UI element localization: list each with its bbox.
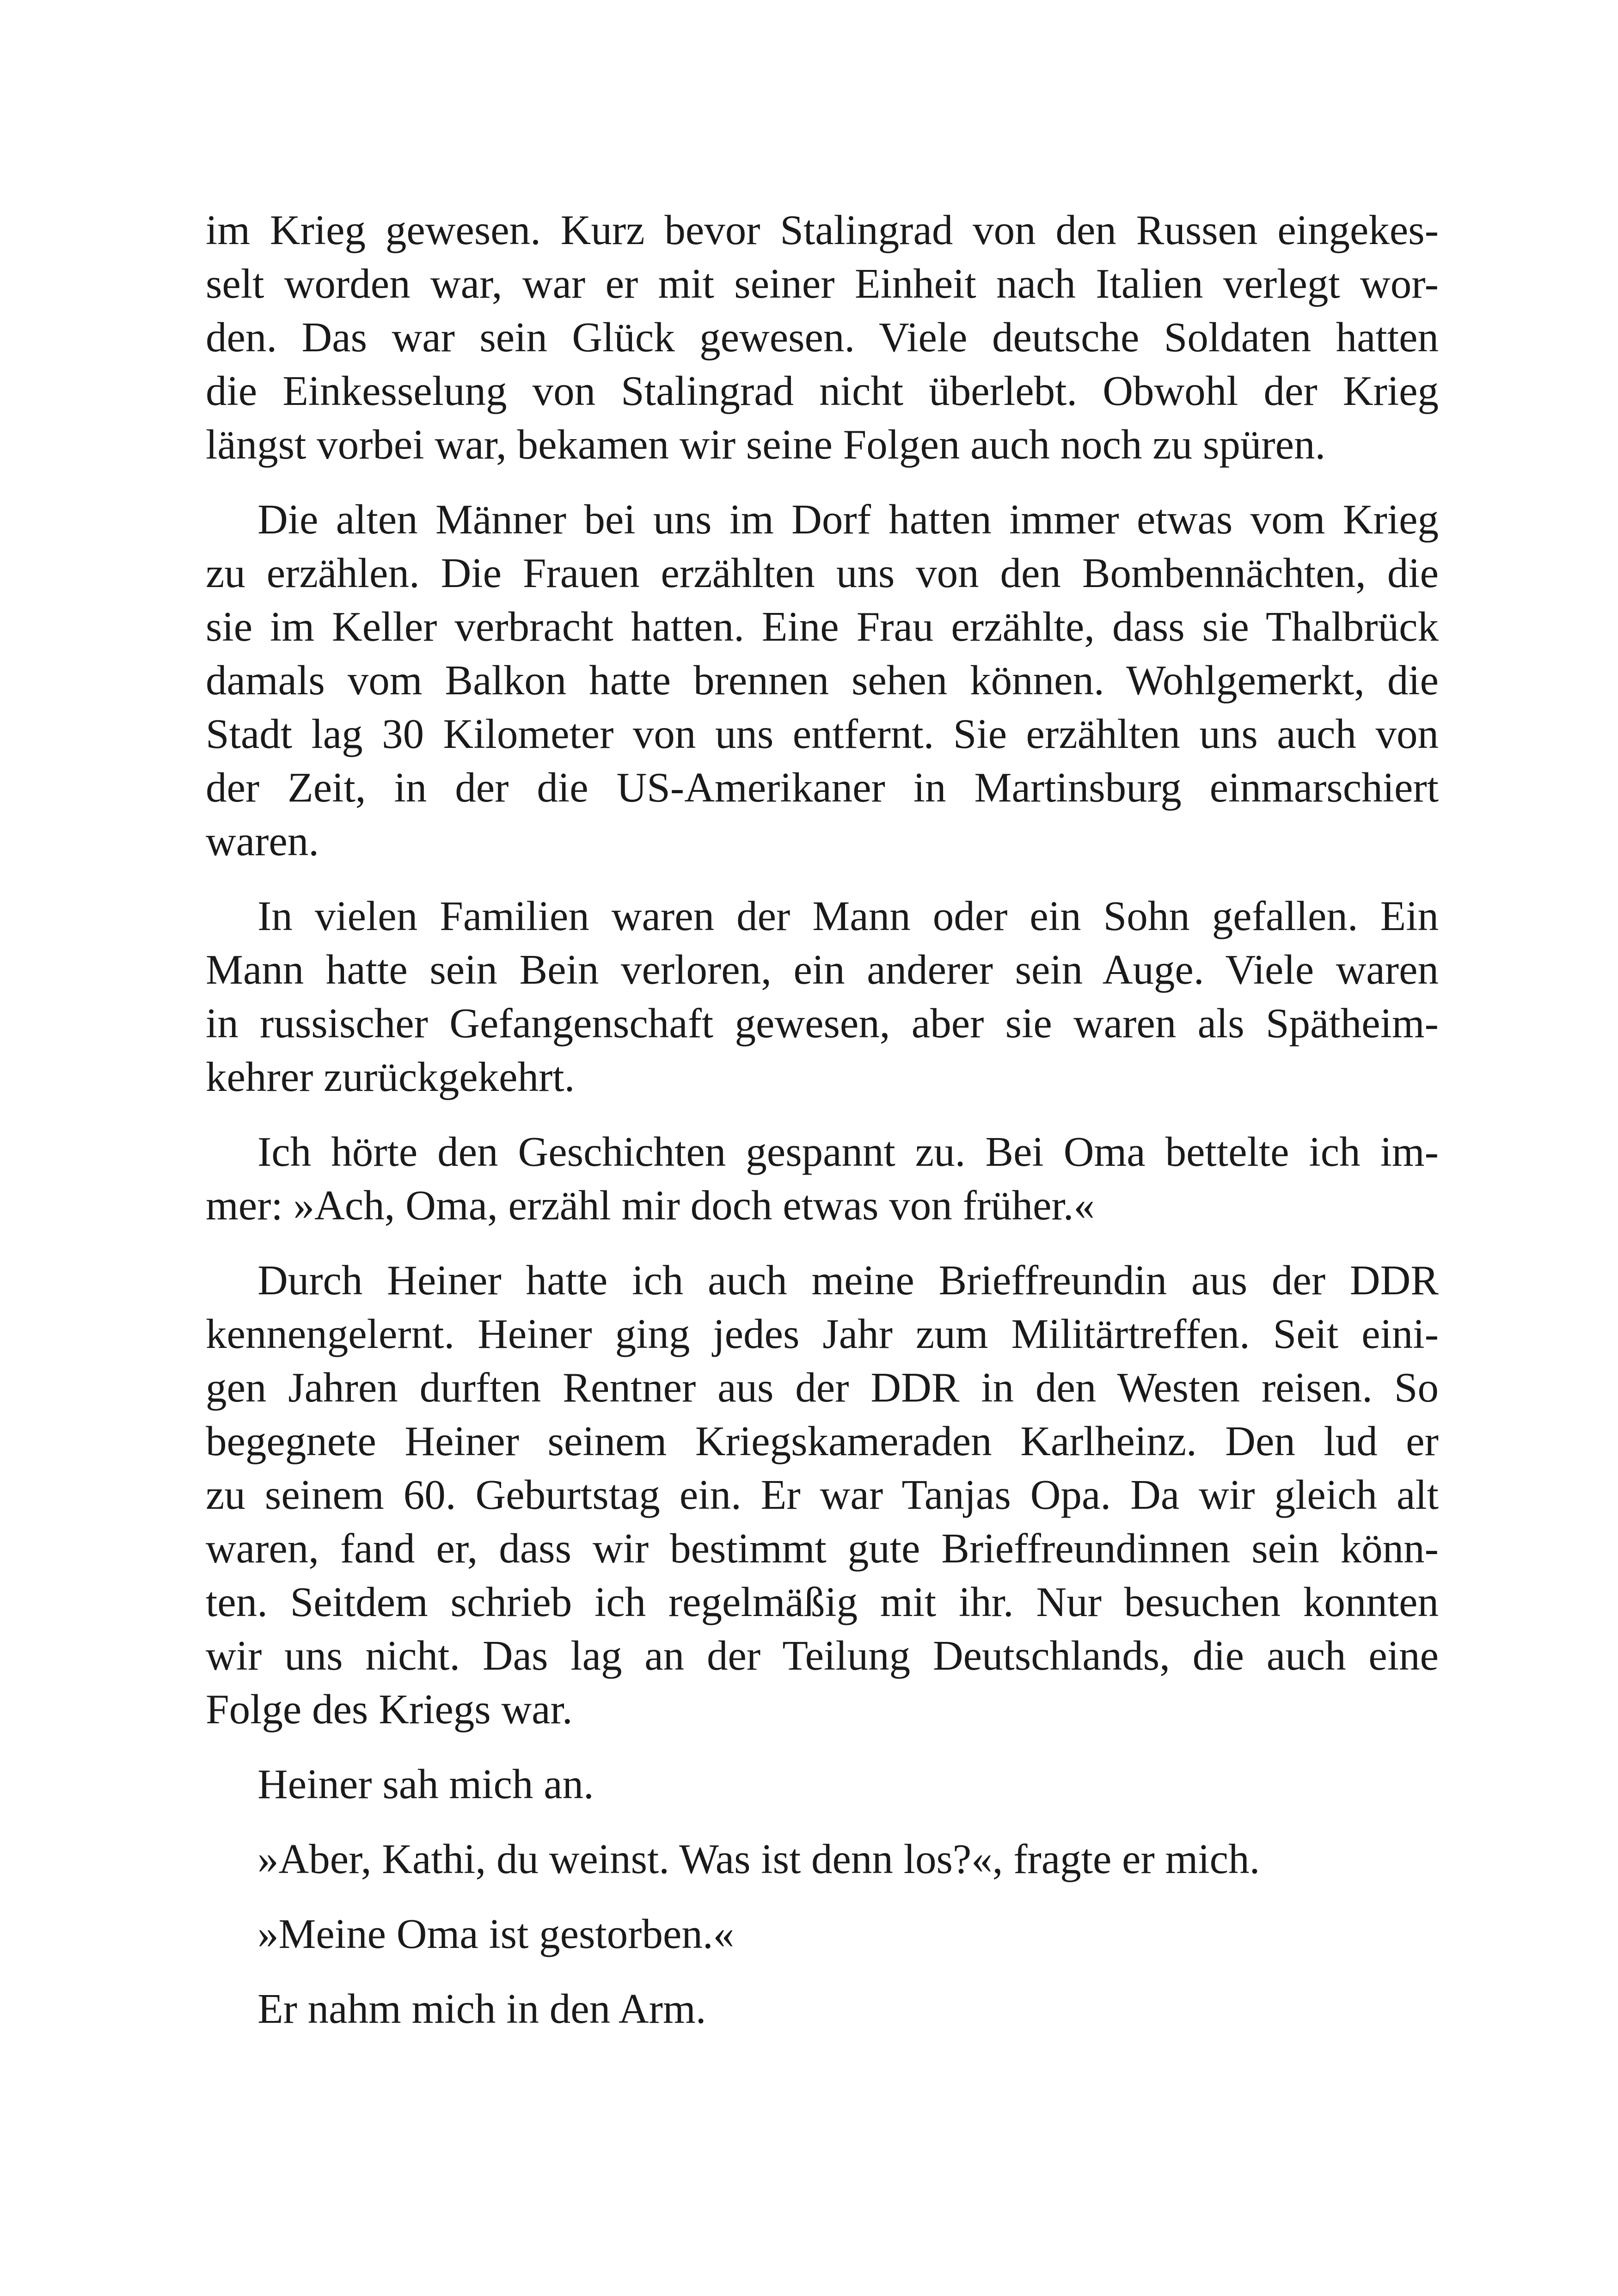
- paragraph: [206, 889, 1439, 1104]
- text-line: im Krieg gewesen. Kurz bevor Stalingrad von den Russen eingekes-: [206, 207, 1439, 253]
- text-line: zu seinem 60. Geburtstag ein. Er war Tanjas Opa. Da wir gleich alt: [206, 1471, 1439, 1518]
- text-line: »Aber, Kathi, du weinst. Was ist denn los?«, fragte er mich.: [257, 1836, 1260, 1882]
- text-line: Durch Heiner hatte ich auch meine Brieffreundin aus der DDR: [257, 1257, 1439, 1304]
- text-line: »Meine Oma ist gestorben.«: [257, 1910, 735, 1957]
- paragraph: [206, 203, 1439, 471]
- text-line: zu erzählen. Die Frauen erzählten uns von den Bombennächten, die: [206, 550, 1439, 596]
- text-line: selt worden war, war er mit seiner Einheit nach Italien verlegt wor-: [206, 260, 1439, 307]
- text-line: in russischer Gefangenschaft gewesen, aber sie waren als Spätheim-: [206, 1000, 1439, 1047]
- text-line: Stadt lag 30 Kilometer von uns entfernt. Sie erzählten uns auch von: [206, 710, 1439, 757]
- book-page-text: [206, 203, 1439, 2057]
- text-line: Ich hörte den Geschichten gespannt zu. Bei Oma bettelte ich im-: [257, 1128, 1439, 1175]
- text-line: kehrer zurückgekehrt.: [206, 1053, 575, 1100]
- text-line: die Einkesselung von Stalingrad nicht überlebt. Obwohl der Krieg: [206, 367, 1439, 414]
- paragraph: [206, 1832, 1439, 1886]
- text-line: Mann hatte sein Bein verloren, ein anderer sein Auge. Viele waren: [206, 946, 1439, 993]
- text-line: damals vom Balkon hatte brennen sehen können. Wohlgemerkt, die: [206, 657, 1439, 704]
- text-line: den. Das war sein Glück gewesen. Viele deutsche Soldaten hatten: [206, 314, 1439, 361]
- text-line: gen Jahren durften Rentner aus der DDR in den Westen reisen. So: [206, 1364, 1439, 1411]
- paragraph: [206, 493, 1439, 868]
- text-line: ten. Seitdem schrieb ich regelmäßig mit ihr. Nur besuchen konnten: [206, 1579, 1439, 1625]
- paragraph: [206, 1757, 1439, 1811]
- text-line: begegnete Heiner seinem Kriegskameraden Karlheinz. Den lud er: [206, 1418, 1439, 1464]
- text-line: In vielen Familien waren der Mann oder ein Sohn gefallen. Ein: [257, 893, 1439, 939]
- text-line: Er nahm mich in den Arm.: [257, 1985, 706, 2032]
- text-line: Folge des Kriegs war.: [206, 1686, 573, 1733]
- text-line: der Zeit, in der die US-Amerikaner in Martinsburg einmarschiert: [206, 764, 1439, 811]
- text-line: waren.: [206, 818, 319, 864]
- paragraph: [206, 1907, 1439, 1961]
- text-line: Heiner sah mich an.: [257, 1761, 594, 1807]
- text-line: sie im Keller verbracht hatten. Eine Frau erzählte, dass sie Thalbrück: [206, 603, 1439, 650]
- paragraph: [206, 1125, 1439, 1232]
- text-line: mer: »Ach, Oma, erzähl mir doch etwas von früher.«: [206, 1182, 1095, 1229]
- text-line: waren, fand er, dass wir bestimmt gute Brieffreundinnen sein könn-: [206, 1525, 1439, 1572]
- text-line: kennengelernt. Heiner ging jedes Jahr zum Militärtreffen. Seit eini-: [206, 1310, 1439, 1357]
- paragraph: [206, 1254, 1439, 1736]
- text-line: wir uns nicht. Das lag an der Teilung Deutschlands, die auch eine: [206, 1632, 1439, 1679]
- text-line: Die alten Männer bei uns im Dorf hatten immer etwas vom Krieg: [257, 496, 1439, 543]
- paragraph: [206, 1982, 1439, 2036]
- text-line: längst vorbei war, bekamen wir seine Folgen auch noch zu spüren.: [206, 421, 1326, 468]
